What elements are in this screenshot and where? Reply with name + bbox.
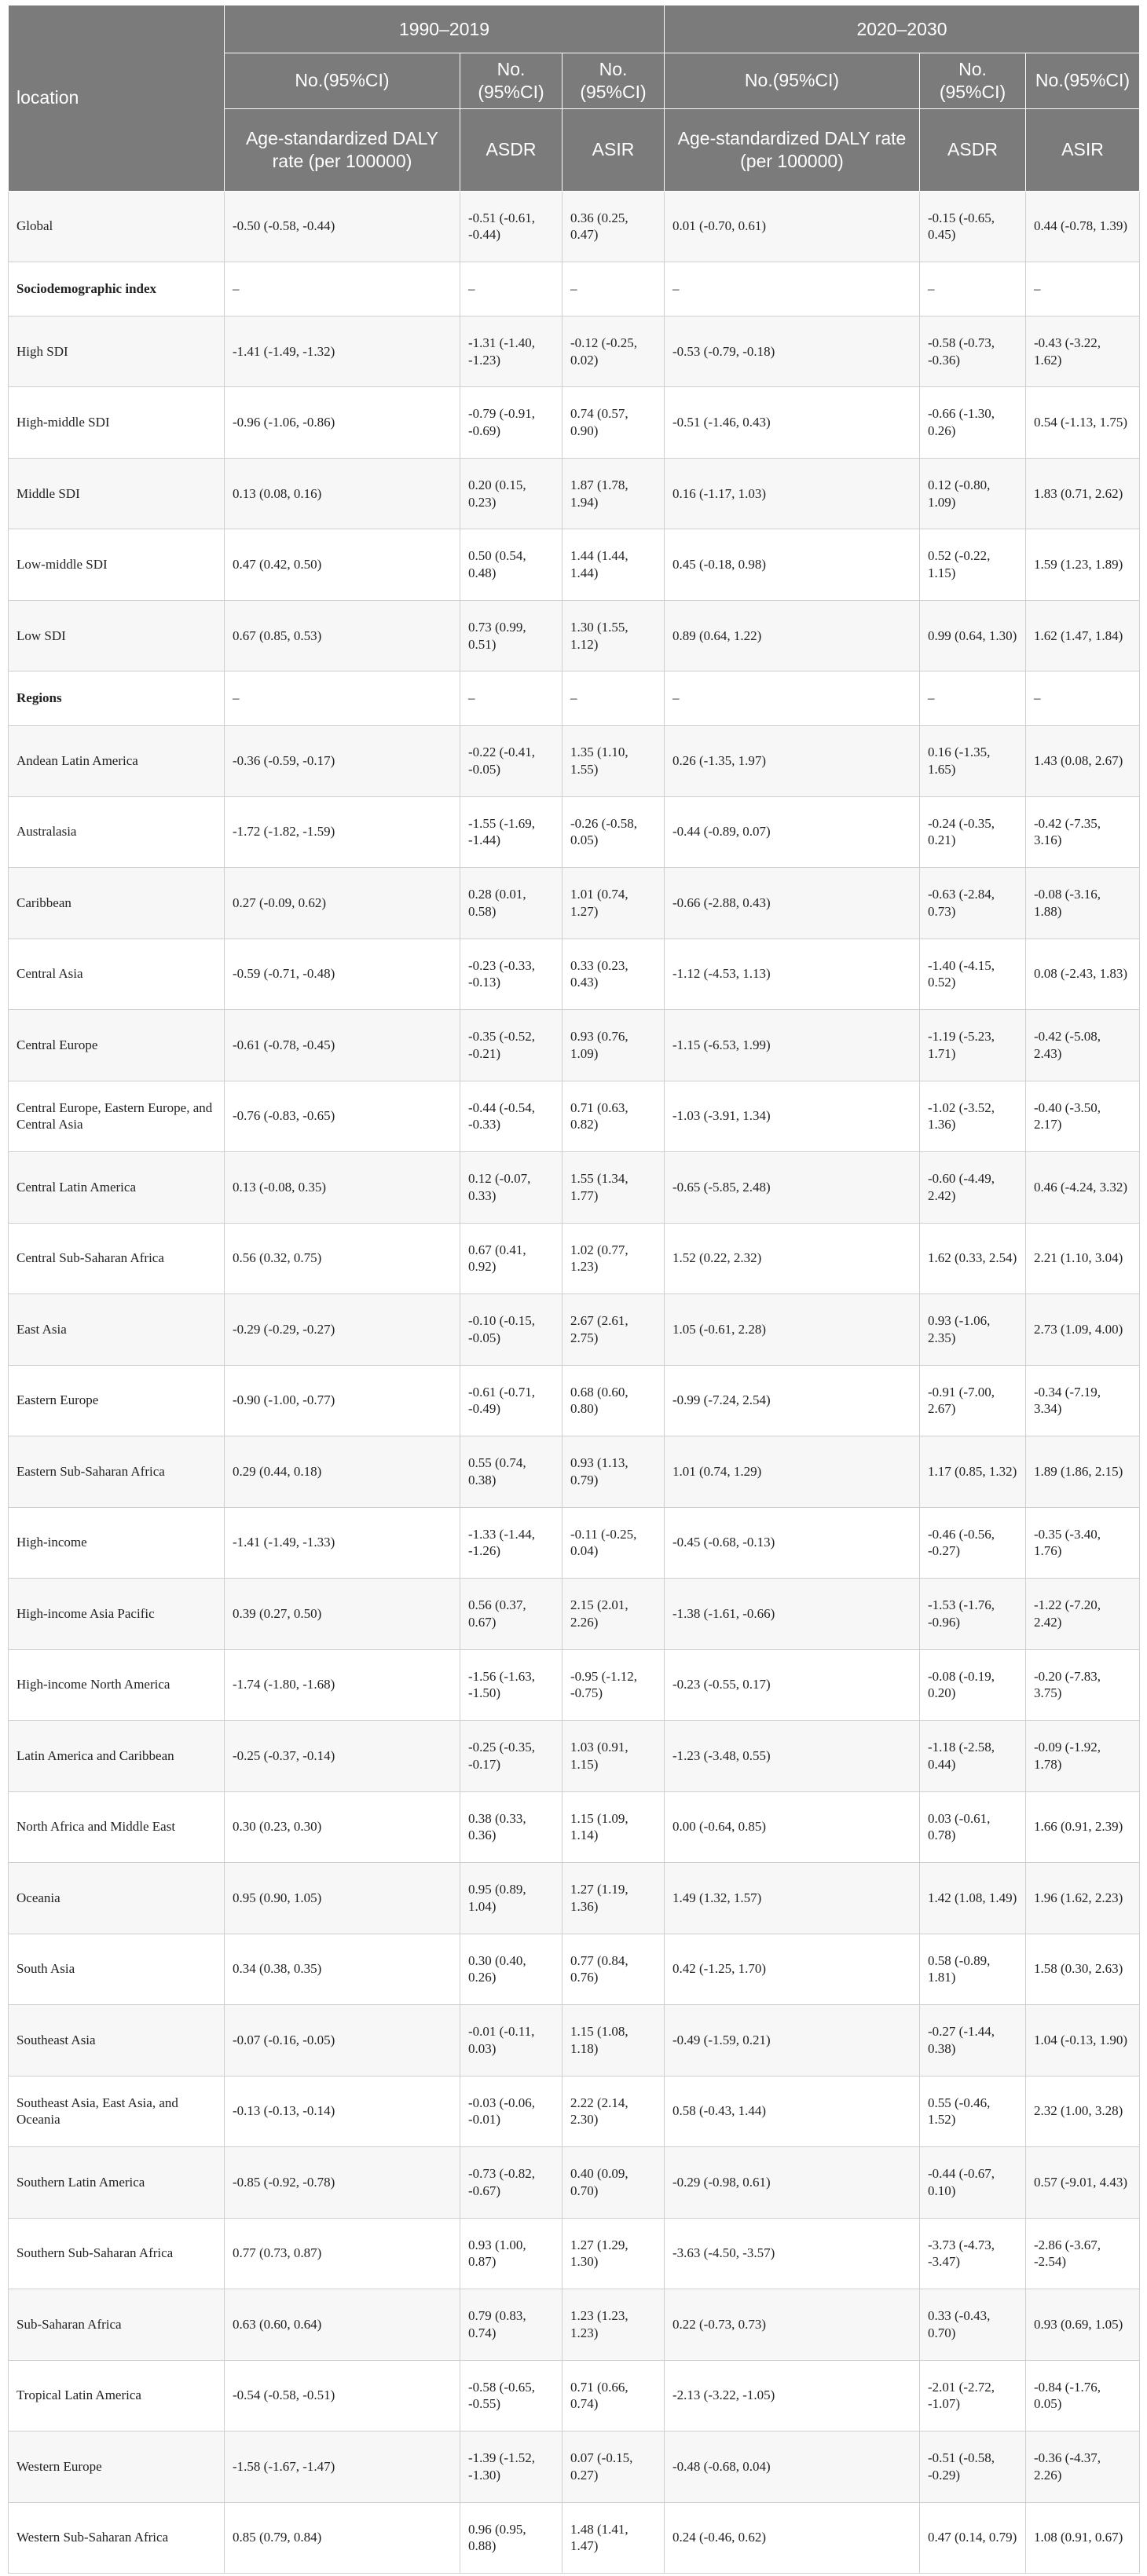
cell-asir-1990-2019: 0.93 (0.76, 1.09)	[563, 1010, 665, 1081]
cell-asir-1990-2019: 1.87 (1.78, 1.94)	[563, 458, 665, 529]
cell-daly-rate-2020-2030: -3.63 (-4.50, -3.57)	[665, 2218, 920, 2289]
cell-daly-rate-2020-2030: -0.49 (-1.59, 0.21)	[665, 2005, 920, 2077]
cell-daly-rate-1990-2019: -1.74 (-1.80, -1.68)	[225, 1649, 460, 1721]
cell-daly-rate-2020-2030: 0.45 (-0.18, 0.98)	[665, 529, 920, 601]
cell-asir-1990-2019: 0.74 (0.57, 0.90)	[563, 387, 665, 459]
cell-asir-1990-2019: 1.48 (1.41, 1.47)	[563, 2502, 665, 2574]
cell-asir-1990-2019: 0.68 (0.60, 0.80)	[563, 1365, 665, 1436]
cell-asir-2020-2030: -1.22 (-7.20, 2.42)	[1026, 1579, 1140, 1650]
table-row	[9, 2360, 1140, 2431]
cell-asir-1990-2019: -0.11 (-0.25, 0.04)	[563, 1507, 665, 1579]
cell-asdr-1990-2019: -0.51 (-0.61, -0.44)	[460, 191, 563, 262]
header-no-ci: No.(95%CI)	[225, 53, 460, 109]
cell-asdr-1990-2019: -0.35 (-0.52, -0.21)	[460, 1010, 563, 1081]
cell-location: Oceania	[9, 1863, 225, 1934]
cell-asdr-1990-2019: -1.55 (-1.69, -1.44)	[460, 796, 563, 868]
cell-asdr-1990-2019: -0.01 (-0.11, 0.03)	[460, 2005, 563, 2077]
cell-daly-rate-2020-2030: -1.38 (-1.61, -0.66)	[665, 1579, 920, 1650]
cell-asir-1990-2019: 1.23 (1.23, 1.23)	[563, 2289, 665, 2361]
cell-asdr-2020-2030: -0.63 (-2.84, 0.73)	[920, 868, 1026, 939]
cell-daly-rate-2020-2030: 1.52 (0.22, 2.32)	[665, 1223, 920, 1294]
cell-asdr-1990-2019: -0.23 (-0.33, -0.13)	[460, 939, 563, 1010]
cell-asir-1990-2019: 1.01 (0.74, 1.27)	[563, 868, 665, 939]
cell-asir-2020-2030: 1.62 (1.47, 1.84)	[1026, 600, 1140, 671]
cell-asir-2020-2030: -0.34 (-7.19, 3.34)	[1026, 1365, 1140, 1436]
cell-asdr-2020-2030: -0.46 (-0.56, -0.27)	[920, 1507, 1026, 1579]
cell-daly-rate-1990-2019: 0.29 (0.44, 0.18)	[225, 1436, 460, 1508]
cell-location: Southeast Asia	[9, 2005, 225, 2077]
cell-asir-2020-2030: 1.66 (0.91, 2.39)	[1026, 1791, 1140, 1863]
cell-asir-1990-2019: 2.15 (2.01, 2.26)	[563, 1579, 665, 1650]
cell-asir-1990-2019: 0.33 (0.23, 0.43)	[563, 939, 665, 1010]
cell-asir-1990-2019: -0.95 (-1.12, -0.75)	[563, 1649, 665, 1721]
cell-asir-2020-2030: 2.21 (1.10, 3.04)	[1026, 1223, 1140, 1294]
cell-daly-rate-1990-2019: -0.50 (-0.58, -0.44)	[225, 191, 460, 262]
cell-asdr-2020-2030: -1.19 (-5.23, 1.71)	[920, 1010, 1026, 1081]
cell-asdr-1990-2019: 0.20 (0.15, 0.23)	[460, 458, 563, 529]
cell-asir-2020-2030: 1.08 (0.91, 0.67)	[1026, 2502, 1140, 2574]
cell-daly-rate-2020-2030: -0.44 (-0.89, 0.07)	[665, 796, 920, 868]
cell-asdr-1990-2019: –	[460, 671, 563, 726]
cell-asdr-2020-2030: -3.73 (-4.73, -3.47)	[920, 2218, 1026, 2289]
cell-asir-1990-2019: 0.71 (0.66, 0.74)	[563, 2360, 665, 2431]
cell-asir-2020-2030: -0.42 (-5.08, 2.43)	[1026, 1010, 1140, 1081]
table-row	[9, 1152, 1140, 1224]
header-period-2020-2030: 2020–2030	[665, 5, 1140, 53]
cell-asdr-1990-2019: -0.03 (-0.06, -0.01)	[460, 2076, 563, 2147]
cell-asir-2020-2030: -2.86 (-3.67, -2.54)	[1026, 2218, 1140, 2289]
cell-asir-1990-2019: –	[563, 671, 665, 726]
cell-daly-rate-1990-2019: 0.95 (0.90, 1.05)	[225, 1863, 460, 1934]
table-row	[9, 1579, 1140, 1650]
cell-asir-2020-2030: 0.46 (-4.24, 3.32)	[1026, 1152, 1140, 1224]
cell-asir-1990-2019: 0.40 (0.09, 0.70)	[563, 2147, 665, 2219]
cell-asir-1990-2019: –	[563, 262, 665, 317]
data-table-container	[8, 5, 1139, 2574]
cell-asir-2020-2030: -0.40 (-3.50, 2.17)	[1026, 1081, 1140, 1152]
cell-location: High-middle SDI	[9, 387, 225, 459]
cell-asdr-2020-2030: -0.15 (-0.65, 0.45)	[920, 191, 1026, 262]
cell-asdr-1990-2019: 0.55 (0.74, 0.38)	[460, 1436, 563, 1508]
cell-asir-1990-2019: 1.27 (1.19, 1.36)	[563, 1863, 665, 1934]
cell-asdr-2020-2030: –	[920, 671, 1026, 726]
cell-asdr-2020-2030: -1.53 (-1.76, -0.96)	[920, 1579, 1026, 1650]
cell-asdr-2020-2030: 0.03 (-0.61, 0.78)	[920, 1791, 1026, 1863]
cell-location: Central Europe	[9, 1010, 225, 1081]
cell-asdr-2020-2030: 0.47 (0.14, 0.79)	[920, 2502, 1026, 2574]
cell-asdr-1990-2019: 0.67 (0.41, 0.92)	[460, 1223, 563, 1294]
table-row	[9, 529, 1140, 601]
cell-asdr-2020-2030: 0.52 (-0.22, 1.15)	[920, 529, 1026, 601]
cell-asdr-1990-2019: -0.58 (-0.65, -0.55)	[460, 2360, 563, 2431]
cell-asir-2020-2030: 1.89 (1.86, 2.15)	[1026, 1436, 1140, 1508]
cell-daly-rate-2020-2030: -0.48 (-0.68, 0.04)	[665, 2431, 920, 2503]
cell-daly-rate-2020-2030: 0.22 (-0.73, 0.73)	[665, 2289, 920, 2361]
cell-daly-rate-2020-2030: -0.29 (-0.98, 0.61)	[665, 2147, 920, 2219]
cell-daly-rate-2020-2030: -1.15 (-6.53, 1.99)	[665, 1010, 920, 1081]
cell-daly-rate-1990-2019: 0.56 (0.32, 0.75)	[225, 1223, 460, 1294]
cell-daly-rate-1990-2019: 0.27 (-0.09, 0.62)	[225, 868, 460, 939]
cell-location: Central Sub-Saharan Africa	[9, 1223, 225, 1294]
cell-asdr-2020-2030: -0.66 (-1.30, 0.26)	[920, 387, 1026, 459]
cell-daly-rate-1990-2019: -0.54 (-0.58, -0.51)	[225, 2360, 460, 2431]
cell-daly-rate-1990-2019: -1.58 (-1.67, -1.47)	[225, 2431, 460, 2503]
table-row	[9, 2289, 1140, 2361]
cell-asdr-1990-2019: 0.38 (0.33, 0.36)	[460, 1791, 563, 1863]
cell-asir-2020-2030: 1.59 (1.23, 1.89)	[1026, 529, 1140, 601]
cell-asir-1990-2019: -0.12 (-0.25, 0.02)	[563, 316, 665, 387]
cell-daly-rate-1990-2019: -1.72 (-1.82, -1.59)	[225, 796, 460, 868]
cell-asdr-2020-2030: 0.99 (0.64, 1.30)	[920, 600, 1026, 671]
cell-asdr-1990-2019: 0.96 (0.95, 0.88)	[460, 2502, 563, 2574]
cell-asdr-2020-2030: -1.18 (-2.58, 0.44)	[920, 1721, 1026, 1792]
cell-asir-1990-2019: 1.30 (1.55, 1.12)	[563, 600, 665, 671]
cell-asir-2020-2030: -0.09 (-1.92, 1.78)	[1026, 1721, 1140, 1792]
cell-location: Central Europe, Eastern Europe, and Central Asia	[9, 1081, 225, 1152]
cell-location: Australasia	[9, 796, 225, 868]
header-asir: ASIR	[1026, 108, 1140, 191]
cell-asdr-2020-2030: -0.51 (-0.58, -0.29)	[920, 2431, 1026, 2503]
cell-location: Southeast Asia, East Asia, and Oceania	[9, 2076, 225, 2147]
cell-daly-rate-1990-2019: 0.67 (0.85, 0.53)	[225, 600, 460, 671]
cell-asdr-1990-2019: 0.50 (0.54, 0.48)	[460, 529, 563, 601]
cell-asir-1990-2019: 1.02 (0.77, 1.23)	[563, 1223, 665, 1294]
cell-daly-rate-2020-2030: 0.01 (-0.70, 0.61)	[665, 191, 920, 262]
cell-location: Caribbean	[9, 868, 225, 939]
cell-location: High-income	[9, 1507, 225, 1579]
cell-asdr-2020-2030: -0.08 (-0.19, 0.20)	[920, 1649, 1026, 1721]
cell-daly-rate-2020-2030: -2.13 (-3.22, -1.05)	[665, 2360, 920, 2431]
table-row	[9, 458, 1140, 529]
cell-asir-1990-2019: 1.03 (0.91, 1.15)	[563, 1721, 665, 1792]
cell-asdr-2020-2030: 1.17 (0.85, 1.32)	[920, 1436, 1026, 1508]
cell-location: High SDI	[9, 316, 225, 387]
cell-location: North Africa and Middle East	[9, 1791, 225, 1863]
table-row	[9, 939, 1140, 1010]
table-row	[9, 1507, 1140, 1579]
cell-daly-rate-2020-2030: 1.49 (1.32, 1.57)	[665, 1863, 920, 1934]
cell-asdr-1990-2019: -1.56 (-1.63, -1.50)	[460, 1649, 563, 1721]
cell-daly-rate-2020-2030: 0.58 (-0.43, 1.44)	[665, 2076, 920, 2147]
cell-daly-rate-2020-2030: –	[665, 262, 920, 317]
header-asdr: ASDR	[460, 108, 563, 191]
table-row	[9, 2147, 1140, 2219]
cell-asir-2020-2030: 0.08 (-2.43, 1.83)	[1026, 939, 1140, 1010]
cell-asir-2020-2030: -0.42 (-7.35, 3.16)	[1026, 796, 1140, 868]
cell-daly-rate-2020-2030: -0.51 (-1.46, 0.43)	[665, 387, 920, 459]
cell-daly-rate-2020-2030: -0.65 (-5.85, 2.48)	[665, 1152, 920, 1224]
cell-asdr-2020-2030: -1.02 (-3.52, 1.36)	[920, 1081, 1026, 1152]
cell-asdr-2020-2030: 0.93 (-1.06, 2.35)	[920, 1294, 1026, 1366]
cell-daly-rate-2020-2030: -0.45 (-0.68, -0.13)	[665, 1507, 920, 1579]
cell-asdr-1990-2019: 0.73 (0.99, 0.51)	[460, 600, 563, 671]
table-row	[9, 868, 1140, 939]
cell-location: South Asia	[9, 1934, 225, 2005]
cell-location: Southern Latin America	[9, 2147, 225, 2219]
cell-location: Sociodemographic index	[9, 262, 225, 317]
cell-asir-2020-2030: 0.93 (0.69, 1.05)	[1026, 2289, 1140, 2361]
cell-location: Eastern Sub-Saharan Africa	[9, 1436, 225, 1508]
cell-asdr-2020-2030: -0.44 (-0.67, 0.10)	[920, 2147, 1026, 2219]
cell-asdr-1990-2019: -1.31 (-1.40, -1.23)	[460, 316, 563, 387]
cell-daly-rate-1990-2019: 0.39 (0.27, 0.50)	[225, 1579, 460, 1650]
cell-asdr-1990-2019: -1.39 (-1.52, -1.30)	[460, 2431, 563, 2503]
cell-asdr-1990-2019: -0.61 (-0.71, -0.49)	[460, 1365, 563, 1436]
cell-daly-rate-2020-2030: -0.23 (-0.55, 0.17)	[665, 1649, 920, 1721]
cell-asir-2020-2030: –	[1026, 262, 1140, 317]
cell-daly-rate-1990-2019: -0.96 (-1.06, -0.86)	[225, 387, 460, 459]
cell-asdr-2020-2030: 1.62 (0.33, 2.54)	[920, 1223, 1026, 1294]
cell-daly-rate-1990-2019: -0.25 (-0.37, -0.14)	[225, 1721, 460, 1792]
cell-location: Regions	[9, 671, 225, 726]
cell-asdr-2020-2030: 0.33 (-0.43, 0.70)	[920, 2289, 1026, 2361]
cell-daly-rate-1990-2019: 0.13 (-0.08, 0.35)	[225, 1152, 460, 1224]
cell-asir-2020-2030: -0.43 (-3.22, 1.62)	[1026, 316, 1140, 387]
cell-location: Southern Sub-Saharan Africa	[9, 2218, 225, 2289]
cell-daly-rate-2020-2030: 0.16 (-1.17, 1.03)	[665, 458, 920, 529]
cell-daly-rate-1990-2019: -0.90 (-1.00, -0.77)	[225, 1365, 460, 1436]
cell-asir-2020-2030: -0.84 (-1.76, 0.05)	[1026, 2360, 1140, 2431]
cell-daly-rate-1990-2019: -0.85 (-0.92, -0.78)	[225, 2147, 460, 2219]
cell-asdr-1990-2019: –	[460, 262, 563, 317]
cell-asdr-1990-2019: -1.33 (-1.44, -1.26)	[460, 1507, 563, 1579]
table-row	[9, 316, 1140, 387]
table-row	[9, 2431, 1140, 2503]
cell-asir-2020-2030: 2.73 (1.09, 4.00)	[1026, 1294, 1140, 1366]
table-row	[9, 2218, 1140, 2289]
cell-daly-rate-1990-2019: -0.36 (-0.59, -0.17)	[225, 726, 460, 797]
cell-asir-1990-2019: 0.77 (0.84, 0.76)	[563, 1934, 665, 2005]
cell-asir-1990-2019: 0.36 (0.25, 0.47)	[563, 191, 665, 262]
cell-asdr-1990-2019: 0.95 (0.89, 1.04)	[460, 1863, 563, 1934]
cell-location: Low-middle SDI	[9, 529, 225, 601]
cell-location: Low SDI	[9, 600, 225, 671]
cell-asir-2020-2030: 1.96 (1.62, 2.23)	[1026, 1863, 1140, 1934]
cell-daly-rate-2020-2030: -1.23 (-3.48, 0.55)	[665, 1721, 920, 1792]
cell-asdr-2020-2030: 1.42 (1.08, 1.49)	[920, 1863, 1026, 1934]
cell-asir-2020-2030: -0.20 (-7.83, 3.75)	[1026, 1649, 1140, 1721]
cell-asir-2020-2030: 1.04 (-0.13, 1.90)	[1026, 2005, 1140, 2077]
table-row	[9, 191, 1140, 262]
table-row	[9, 1649, 1140, 1721]
header-no-ci: No.(95%CI)	[920, 53, 1026, 109]
cell-daly-rate-1990-2019: 0.77 (0.73, 0.87)	[225, 2218, 460, 2289]
cell-asir-1990-2019: 0.93 (1.13, 0.79)	[563, 1436, 665, 1508]
cell-daly-rate-1990-2019: 0.63 (0.60, 0.64)	[225, 2289, 460, 2361]
cell-daly-rate-2020-2030: 0.00 (-0.64, 0.85)	[665, 1791, 920, 1863]
cell-asdr-2020-2030: 0.16 (-1.35, 1.65)	[920, 726, 1026, 797]
cell-asir-1990-2019: 0.71 (0.63, 0.82)	[563, 1081, 665, 1152]
table-row	[9, 2076, 1140, 2147]
cell-daly-rate-1990-2019: -0.29 (-0.29, -0.27)	[225, 1294, 460, 1366]
table-row	[9, 1365, 1140, 1436]
cell-asdr-1990-2019: 0.28 (0.01, 0.58)	[460, 868, 563, 939]
cell-asdr-1990-2019: -0.73 (-0.82, -0.67)	[460, 2147, 563, 2219]
cell-location: Global	[9, 191, 225, 262]
table-header	[9, 5, 1140, 192]
cell-asdr-1990-2019: -0.10 (-0.15, -0.05)	[460, 1294, 563, 1366]
cell-asdr-2020-2030: 0.12 (-0.80, 1.09)	[920, 458, 1026, 529]
cell-asdr-1990-2019: 0.79 (0.83, 0.74)	[460, 2289, 563, 2361]
table-row	[9, 726, 1140, 797]
header-age-standardized-daly: Age-standardized DALY rate (per 100000)	[225, 108, 460, 191]
cell-asir-1990-2019: 1.55 (1.34, 1.77)	[563, 1152, 665, 1224]
cell-asir-1990-2019: 2.67 (2.61, 2.75)	[563, 1294, 665, 1366]
table-row	[9, 1294, 1140, 1366]
cell-daly-rate-2020-2030: 0.89 (0.64, 1.22)	[665, 600, 920, 671]
cell-asdr-2020-2030: 0.55 (-0.46, 1.52)	[920, 2076, 1026, 2147]
cell-daly-rate-1990-2019: -1.41 (-1.49, -1.33)	[225, 1507, 460, 1579]
header-location: location	[9, 5, 225, 192]
cell-daly-rate-1990-2019: 0.47 (0.42, 0.50)	[225, 529, 460, 601]
cell-asir-1990-2019: 0.07 (-0.15, 0.27)	[563, 2431, 665, 2503]
cell-location: East Asia	[9, 1294, 225, 1366]
cell-daly-rate-2020-2030: -0.53 (-0.79, -0.18)	[665, 316, 920, 387]
cell-location: Latin America and Caribbean	[9, 1721, 225, 1792]
cell-daly-rate-1990-2019: 0.13 (0.08, 0.16)	[225, 458, 460, 529]
cell-daly-rate-2020-2030: 1.05 (-0.61, 2.28)	[665, 1294, 920, 1366]
cell-asir-1990-2019: 1.44 (1.44, 1.44)	[563, 529, 665, 601]
cell-daly-rate-1990-2019: 0.30 (0.23, 0.30)	[225, 1791, 460, 1863]
daly-trend-table	[8, 5, 1140, 2574]
table-row	[9, 2005, 1140, 2077]
cell-asdr-1990-2019: -0.22 (-0.41, -0.05)	[460, 726, 563, 797]
header-asir: ASIR	[563, 108, 665, 191]
cell-location: Tropical Latin America	[9, 2360, 225, 2431]
cell-asir-1990-2019: -0.26 (-0.58, 0.05)	[563, 796, 665, 868]
header-age-standardized-daly: Age-standardized DALY rate (per 100000)	[665, 108, 920, 191]
cell-asdr-2020-2030: -0.27 (-1.44, 0.38)	[920, 2005, 1026, 2077]
cell-asir-2020-2030: -0.36 (-4.37, 2.26)	[1026, 2431, 1140, 2503]
cell-daly-rate-1990-2019: 0.34 (0.38, 0.35)	[225, 1934, 460, 2005]
table-row	[9, 600, 1140, 671]
cell-location: Western Sub-Saharan Africa	[9, 2502, 225, 2574]
table-row	[9, 1436, 1140, 1508]
cell-daly-rate-1990-2019: -0.76 (-0.83, -0.65)	[225, 1081, 460, 1152]
cell-daly-rate-2020-2030: -1.12 (-4.53, 1.13)	[665, 939, 920, 1010]
cell-location: Middle SDI	[9, 458, 225, 529]
cell-daly-rate-2020-2030: 0.26 (-1.35, 1.97)	[665, 726, 920, 797]
header-period-1990-2019: 1990–2019	[225, 5, 665, 53]
header-asdr: ASDR	[920, 108, 1026, 191]
cell-asdr-2020-2030: -2.01 (-2.72, -1.07)	[920, 2360, 1026, 2431]
cell-location: Andean Latin America	[9, 726, 225, 797]
table-body	[9, 191, 1140, 2574]
cell-daly-rate-2020-2030: 0.24 (-0.46, 0.62)	[665, 2502, 920, 2574]
table-row	[9, 1721, 1140, 1792]
cell-asir-2020-2030: -0.35 (-3.40, 1.76)	[1026, 1507, 1140, 1579]
cell-asdr-2020-2030: -0.60 (-4.49, 2.42)	[920, 1152, 1026, 1224]
cell-daly-rate-1990-2019: -0.61 (-0.78, -0.45)	[225, 1010, 460, 1081]
cell-daly-rate-2020-2030: -0.99 (-7.24, 2.54)	[665, 1365, 920, 1436]
cell-daly-rate-2020-2030: -0.66 (-2.88, 0.43)	[665, 868, 920, 939]
cell-location: Eastern Europe	[9, 1365, 225, 1436]
cell-location: Central Latin America	[9, 1152, 225, 1224]
cell-asir-1990-2019: 1.15 (1.08, 1.18)	[563, 2005, 665, 2077]
cell-location: High-income North America	[9, 1649, 225, 1721]
cell-daly-rate-1990-2019: –	[225, 262, 460, 317]
cell-location: Sub-Saharan Africa	[9, 2289, 225, 2361]
cell-location: High-income Asia Pacific	[9, 1579, 225, 1650]
cell-asir-1990-2019: 1.27 (1.29, 1.30)	[563, 2218, 665, 2289]
cell-asir-2020-2030: -0.08 (-3.16, 1.88)	[1026, 868, 1140, 939]
cell-asir-2020-2030: 0.57 (-9.01, 4.43)	[1026, 2147, 1140, 2219]
cell-asir-1990-2019: 1.15 (1.09, 1.14)	[563, 1791, 665, 1863]
cell-daly-rate-2020-2030: –	[665, 671, 920, 726]
cell-daly-rate-1990-2019: -1.41 (-1.49, -1.32)	[225, 316, 460, 387]
cell-daly-rate-1990-2019: -0.07 (-0.16, -0.05)	[225, 2005, 460, 2077]
header-no-ci: No.(95%CI)	[563, 53, 665, 109]
cell-asdr-1990-2019: 0.30 (0.40, 0.26)	[460, 1934, 563, 2005]
cell-daly-rate-1990-2019: –	[225, 671, 460, 726]
cell-location: Western Europe	[9, 2431, 225, 2503]
table-row	[9, 796, 1140, 868]
cell-asdr-1990-2019: -0.25 (-0.35, -0.17)	[460, 1721, 563, 1792]
table-row	[9, 1791, 1140, 1863]
table-row	[9, 262, 1140, 317]
table-row	[9, 1934, 1140, 2005]
cell-asdr-2020-2030: -0.58 (-0.73, -0.36)	[920, 316, 1026, 387]
cell-asdr-1990-2019: 0.93 (1.00, 0.87)	[460, 2218, 563, 2289]
table-row	[9, 1010, 1140, 1081]
cell-asir-2020-2030: 2.32 (1.00, 3.28)	[1026, 2076, 1140, 2147]
cell-asdr-2020-2030: -0.91 (-7.00, 2.67)	[920, 1365, 1026, 1436]
table-row	[9, 2502, 1140, 2574]
cell-asir-2020-2030: –	[1026, 671, 1140, 726]
cell-daly-rate-1990-2019: -0.59 (-0.71, -0.48)	[225, 939, 460, 1010]
table-row	[9, 1863, 1140, 1934]
header-no-ci: No.(95%CI)	[665, 53, 920, 109]
cell-asdr-1990-2019: -0.79 (-0.91, -0.69)	[460, 387, 563, 459]
table-row	[9, 671, 1140, 726]
cell-asdr-1990-2019: 0.12 (-0.07, 0.33)	[460, 1152, 563, 1224]
table-row	[9, 1223, 1140, 1294]
cell-asir-1990-2019: 2.22 (2.14, 2.30)	[563, 2076, 665, 2147]
cell-asir-2020-2030: 1.58 (0.30, 2.63)	[1026, 1934, 1140, 2005]
cell-daly-rate-2020-2030: 0.42 (-1.25, 1.70)	[665, 1934, 920, 2005]
cell-asdr-2020-2030: -1.40 (-4.15, 0.52)	[920, 939, 1026, 1010]
cell-asir-2020-2030: 0.54 (-1.13, 1.75)	[1026, 387, 1140, 459]
header-no-ci: No.(95%CI)	[460, 53, 563, 109]
cell-location: Central Asia	[9, 939, 225, 1010]
cell-asir-1990-2019: 1.35 (1.10, 1.55)	[563, 726, 665, 797]
cell-asdr-1990-2019: 0.56 (0.37, 0.67)	[460, 1579, 563, 1650]
cell-asdr-2020-2030: -0.24 (-0.35, 0.21)	[920, 796, 1026, 868]
cell-daly-rate-2020-2030: 1.01 (0.74, 1.29)	[665, 1436, 920, 1508]
cell-asdr-1990-2019: -0.44 (-0.54, -0.33)	[460, 1081, 563, 1152]
cell-asdr-2020-2030: –	[920, 262, 1026, 317]
cell-asir-2020-2030: 1.83 (0.71, 2.62)	[1026, 458, 1140, 529]
table-row	[9, 1081, 1140, 1152]
cell-daly-rate-1990-2019: -0.13 (-0.13, -0.14)	[225, 2076, 460, 2147]
cell-asir-2020-2030: 1.43 (0.08, 2.67)	[1026, 726, 1140, 797]
cell-daly-rate-1990-2019: 0.85 (0.79, 0.84)	[225, 2502, 460, 2574]
cell-asir-2020-2030: 0.44 (-0.78, 1.39)	[1026, 191, 1140, 262]
cell-asdr-2020-2030: 0.58 (-0.89, 1.81)	[920, 1934, 1026, 2005]
header-no-ci: No.(95%CI)	[1026, 53, 1140, 109]
cell-daly-rate-2020-2030: -1.03 (-3.91, 1.34)	[665, 1081, 920, 1152]
table-row	[9, 387, 1140, 459]
